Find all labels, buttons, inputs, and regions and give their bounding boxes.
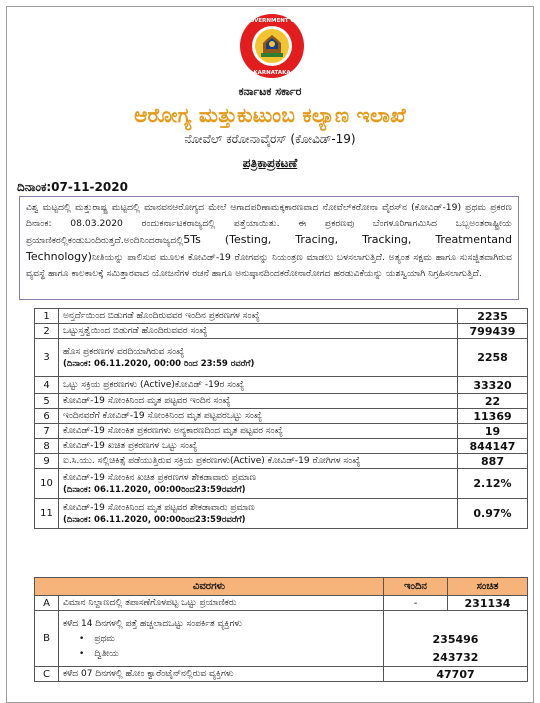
press-release-page [6, 6, 534, 703]
table-row: 4 ಒಟ್ಟು ಸಕ್ರಿಯ ಪ್ರಕರಣಗಳು (Active)ಕೋವಿಡ್ -19ರ ಸಂಖ್ಯೆ 33320 [35, 377, 528, 394]
table-row: 5 ಕೋವಿಡ್-19 ಸೋಂಕಿನಿಂದ ಮೃತ ಪಟ್ಟವರ ಇಂದಿನ ಸಂಖ್ಯೆ 22 [35, 394, 528, 409]
table-row: B ಕಳೆದ 14 ದಿನಗಳಲ್ಲಿ ಪತ್ತೆ ಹಚ್ಚಲಾದಒಟ್ಟು ಸಂಪರ್ಕಿತ ವ್ಯಕ್ತಿಗಳು • ಪ್ರಥಮ • ದ್ವಿತೀಯ 235496 243732 [35, 611, 528, 667]
svg-text:KARNATAKA: KARNATAKA [253, 70, 291, 76]
table-row: 10 ಕೋವಿಡ್-19 ಸೋಂಕಿನ ಖಚಿತ ಪ್ರಕರಣಗಳ ಶೇಕಡಾವಾರು ಪ್ರಮಾಣ (ದಿನಾಂಕ: 06.11.2020, 00:00ರಿಂದ23:59ರವರೆಗೆ) 2.12% [35, 469, 528, 499]
covid-statistics-table [34, 308, 528, 529]
table-row: A ವಿಮಾನ ನಿಲ್ದಾಣದಲ್ಲಿ ತಪಾಸಣೆಗೊಳಪಟ್ಟ ಒಟ್ಟು ಪ್ರಯಾಣಿಕರು - 231134 [35, 596, 528, 611]
department-title: ಆರೋಗ್ಯ ಮತ್ತುಕುಟುಂಬ ಕಲ್ಯಾಣ ಇಲಾಖೆ [134, 103, 406, 127]
table-row: C ಕಳೆದ 07 ದಿನಗಳಲ್ಲಿ ಹೋಂ ಕ್ವಾರೆಂಟೈನ್‌ನಲ್ಲಿರುವ ವ್ಯಕ್ತಿಗಳು 47707 [35, 667, 528, 682]
contact-tracing-table [34, 577, 528, 682]
government-title: ಕರ್ನಾಟಕ ಸರ್ಕಾರ [238, 85, 302, 98]
table-row: 6 ಇಂದಿನವರೆಗೆ ಕೋವಿಡ್-19 ಸೋಂಕಿನಿಂದ ಮೃತ ಪಟ್ಟವರಒಟ್ಟು ಸಂಖ್ಯೆ 11369 [35, 409, 528, 424]
table-row: 7 ಕೋವಿಡ್-19 ಸೋಂಕಿತ ಪ್ರಕರಣಗಳು ಅನ್ಯಕಾರಣದಿಂದ ಮೃತ ಪಟ್ಟವರ ಸಂಖ್ಯೆ 19 [35, 424, 528, 439]
table-row: 11 ಕೋವಿಡ್-19 ಸೋಂಕಿನಿಂದ ಮೃತ ಪಟ್ಟವರ ಶೇಕಡಾವಾರು ಪ್ರಮಾಣ (ದಿನಾಂಕ: 06.11.2020, 00:00ರಿಂದ23:59ರವರೆಗೆ) 0.97% [35, 499, 528, 529]
press-release-heading: ಪತ್ರಿಕಾಪ್ರಕಟಣೆ [242, 156, 298, 170]
table-row: 9 ಐ.ಸಿ.ಯು. ಸಲ್ಲಿಚಿಕಿತ್ಸೆ ಪಡೆಯುತ್ತಿರುವ ಸಕ್ರಿಯ ಪ್ರಕರಣಗಳು(Active) ಕೋವಿಡ್-19 ರೋಗಿಗಳ ಸಂಖ್ಯೆ 887 [35, 454, 528, 469]
table-row: 8 ಕೋವಿಡ್-19 ಖಚಿತ ಪ್ರಕರಣಗಳ ಒಟ್ಟು ಸಂಖ್ಯೆ 844147 [35, 439, 528, 454]
subject-line: ನೋವೆಲ್ ಕರೋನಾವೈರಸ್ (ಕೋವಿಡ್-19) [184, 132, 356, 146]
table-row: 3 ಹೊಸ ಪ್ರಕರಣಗಳ ವರದಿಯಾಗಿರುವ ಸಂಖ್ಯೆ (ದಿನಾಂಕ: 06.11.2020, 00:00 ರಿಂದ 23:59 ರವರೆಗೆ) 2258 [35, 339, 528, 377]
table-row: 2 ಒಟ್ಟುಸ್ತತ್ವೆಯಿಂದ ಬಿಡುಗಡೆ ಹೊಂದಿರುವವರ ಸಂಖ್ಯೆ 799439 [35, 324, 528, 339]
table-row: 1 ಅನ್ತರ್ದೆಯಿಂದ ಬಿಡುಗಡೆ ಹೊಂದಿರುವವರ ಇಂದಿನ ಪ್ರಕರಣಗಳ ಸಂಖ್ಯೆ 2235 [35, 309, 528, 324]
table-header-row: ವಿವರಗಳು ಇಂದಿನ ಸಂಚಿತ [35, 578, 528, 596]
intro-paragraph: ವಿಶ್ವ ಮಟ್ಟದಲ್ಲಿ ಮತ್ತುರಾಷ್ಟ್ರ ಮಟ್ಟದಲ್ಲಿ ಮಾನವನಆರೋಗ್ಯದ ಮೇಲೆ ಆಗಾದಪರಿಣಾಮಕ್ಕಕಾರಣವಾದ ನೋವೆಲ್‌ಕರೋನಾ ವೈರಸ್‌ನ (ಕೋವಿಡ್-19) ಪ್ರಥಮ ಪ್ರಕರಣ ದಿನಾಂಕ: 08.03.2020 ರಂದುಕರ್ನಾಟಕರಾಜ್ಯದಲ್ಲಿ ಪತ್ತೆಯಾಯಿತು. ಈ ಪ್ರಕರಣವು ಬೆಂಗಳೂರಿಗಾಗಮಿಸಿದ ಒಬ್ಬಅಂತರಾಷ್ಟ್ರೀಯ ಪ್ರಯಾಣಿಕರಲ್ಲಿಕಂಡುಬಂದಿರುತ್ತದೆ.ಅಂದಿನಿಂದರಾಜ್ಯದಲ್ಲಿ5Ts (Testing, Tracing, Tracking, Treatmentand Technology)ನೀತಿಯನ್ನು ಪಾಲಿಸುವ ಮೂಲಕ ಕೋವಿಡ್-19 ರೋಗವನ್ನು ನಿಯಂತ್ರಣ ಮಾಡಲು ಬಳಸಲಾಗುತ್ತಿದೆ. ಅತ್ಯಂತ ಸಕ್ಷಮ ಹಾಗೂ ಸುಸಜ್ಜಿತವಾಗಿರುವ ವ್ಯವಸ್ಥೆ ಹಾಗೂ ಕಾಲಕಾಲಕ್ಕೆ ಸಮಿತ್ತಾರವಾದ ಯೋಜನೆಗಳ ರಚನೆ ಹಾಗೂ ಅನುಷ್ಠಾನದಿಂದಕರೋನಾರೋಗದ ಹರಡುವಿಕೆಯನ್ನು ಯಶಸ್ವಿಯಾಗಿ ನಿಗ್ರಹಿಸಲಾಗುತ್ತಿದೆ. [19, 196, 519, 300]
svg-text:GOVERNMENT OF: GOVERNMENT OF [245, 18, 299, 24]
release-date: ದಿನಾಂಕ:07-11-2020 [17, 180, 128, 194]
karnataka-emblem-icon [239, 13, 305, 79]
